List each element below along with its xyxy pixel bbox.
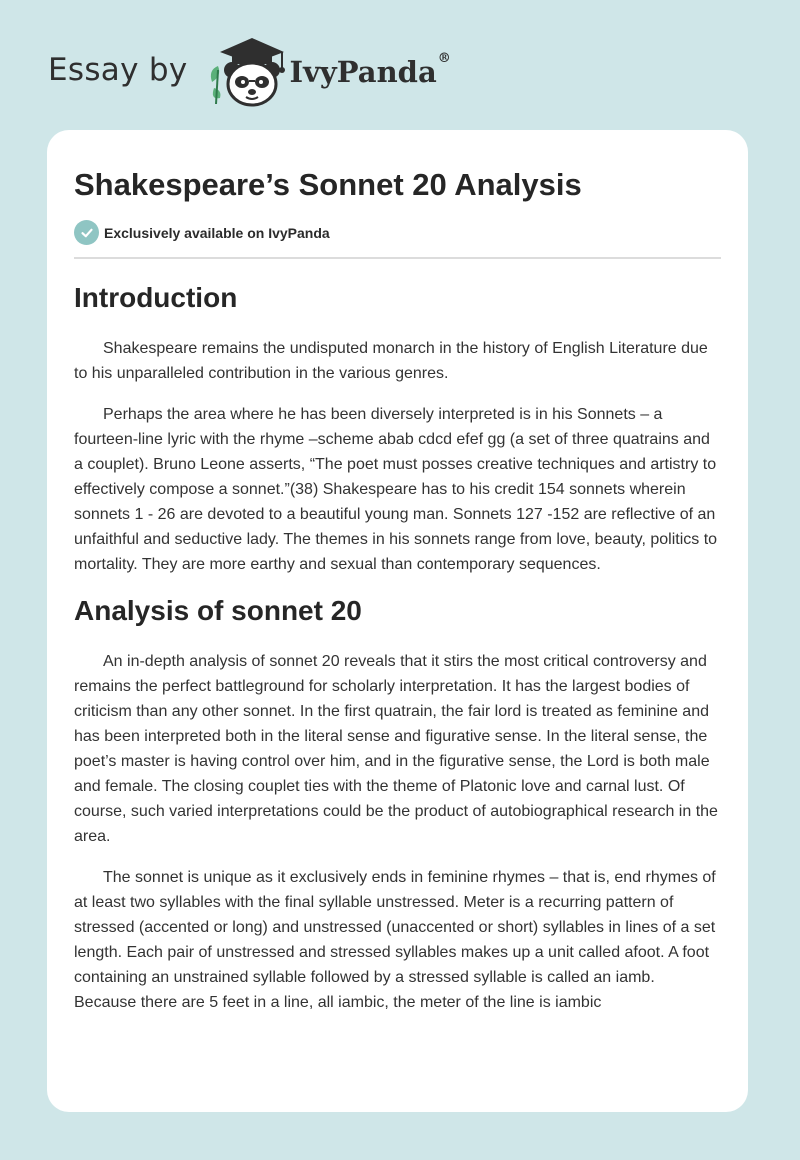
- section-heading-introduction: Introduction: [74, 282, 238, 313]
- exclusive-badge: [74, 220, 721, 245]
- registered-mark: ®: [437, 51, 451, 66]
- paragraph: Shakespeare remains the undisputed monarch in the history of English Literature due to his unparalleled contribution in the various genres.: [74, 340, 708, 382]
- paragraph: Perhaps the area where he has been diversely interpreted is in his Sonnets – a fourteen-line lyric with the rhyme –scheme abab cdcd efef gg (a set of three quatrains and a couplet). Bruno Leone asserts, “The poet must posses creative techniques and artistry to effectively compose a sonnet.”(38) Shakespeare has to his credit 154 sonnets wherein sonnets 1 - 26 are devoted to a beautiful young man. Sonnets 127 -152 are reflective of an unfaithful and seductive lady. The themes in his sonnets range from love, beauty, politics to mortality. They are more earthy and sexual than contemporary sequences.: [74, 406, 718, 573]
- essay-title: Shakespeare’s Sonnet 20 Analysis: [74, 167, 582, 202]
- paragraph: The sonnet is unique as it exclusively ends in feminine rhymes – that is, end rhymes of at least two syllables with the final syllable unstressed. Meter is a recurring pattern of stressed (accented or long) and unstressed (unaccented or short) syllables in lines of a set length. Each pair of unstressed and stressed syllables makes up a unit called afoot. A foot containing an unstrained syllable followed by a stressed syllable is called an iamb. Because there are 5 feet in a line, all iambic, the meter of the line is iambic: [74, 869, 716, 1011]
- essay-card: [47, 130, 748, 1112]
- paragraph: An in-depth analysis of sonnet 20 reveals that it stirs the most critical controversy and remains the perfect battleground for scholarly interpretation. It has the largest bodies of criticism than any other sonnet. In the first quatrain, the fair lord is treated as feminine and has been interpreted both in the literal sense and figurative sense. In the literal sense, the poet’s master is having control over him, and in the figurative sense, the Lord is both male and female. The closing couplet ties with the theme of Platonic love and carnal lust. Of course, such varied interpretations could be the product of autobiographical research in the area.: [74, 653, 718, 845]
- brand-name: IvyPanda®: [289, 51, 451, 89]
- check-circle-icon: [74, 220, 99, 245]
- panda-logo-icon: [202, 30, 288, 110]
- exclusive-badge-text: Exclusively available on IvyPanda: [104, 224, 330, 241]
- brand-prefix: Essay by: [48, 52, 188, 88]
- section-heading-analysis: Analysis of sonnet 20: [74, 595, 362, 626]
- title-divider: [74, 257, 721, 259]
- brand-header[interactable]: [48, 30, 451, 110]
